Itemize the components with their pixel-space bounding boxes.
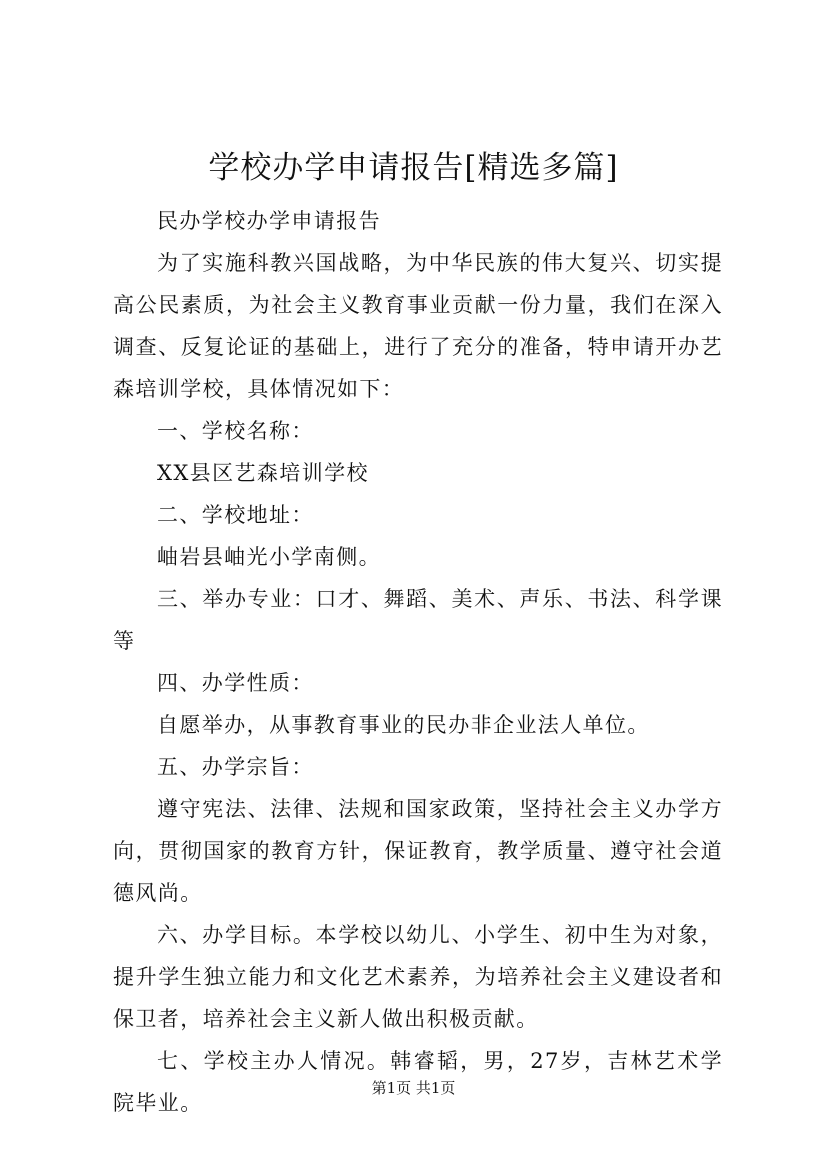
paragraph-founder: 七、学校主办人情况。韩睿韬，男，27岁，吉林艺术学院毕业。 xyxy=(113,1049,723,1115)
paragraph-school-goals: 六、办学目标。本学校以幼儿、小学生、初中生为对象，提升学生独立能力和文化艺术素养，为培养社会主义建设者和保卫者，培养社会主义新人做出积极贡献。 xyxy=(113,923,723,1031)
document-title: 学校办学申请报告[精选多篇] xyxy=(208,150,619,186)
document-body xyxy=(113,200,723,1124)
page-footer: 第1页 共1页 xyxy=(371,1079,456,1097)
paragraph-intro: 为了实施科教兴国战略，为中华民族的伟大复兴、切实提高公民素质，为社会主义教育事业贡献一份力量，我们在深入调查、反复论证的基础上，进行了充分的准备，特申请开办艺森培训学校，具体情况如下： xyxy=(113,251,723,401)
heading-school-address: 二、学校地址： xyxy=(157,503,314,527)
heading-school-purpose: 五、办学宗旨： xyxy=(157,755,314,779)
paragraph-school-purpose: 遵守宪法、法律、法规和国家政策，坚持社会主义办学方向，贯彻国家的教育方针，保证教育，教学质量、遵守社会道德风尚。 xyxy=(113,797,723,905)
paragraph-school-address: 岫岩县岫光小学南侧。 xyxy=(157,545,381,569)
paragraph-school-nature: 自愿举办，从事教育事业的民办非企业法人单位。 xyxy=(157,713,650,737)
paragraph-majors: 三、举办专业：口才、舞蹈、美术、声乐、书法、科学课等 xyxy=(113,587,723,653)
heading-school-nature: 四、办学性质： xyxy=(157,671,314,695)
heading-school-name: 一、学校名称： xyxy=(157,419,314,443)
paragraph-subtitle: 民办学校办学申请报告 xyxy=(157,209,381,233)
paragraph-school-name: XX县区艺森培训学校 xyxy=(157,461,369,485)
